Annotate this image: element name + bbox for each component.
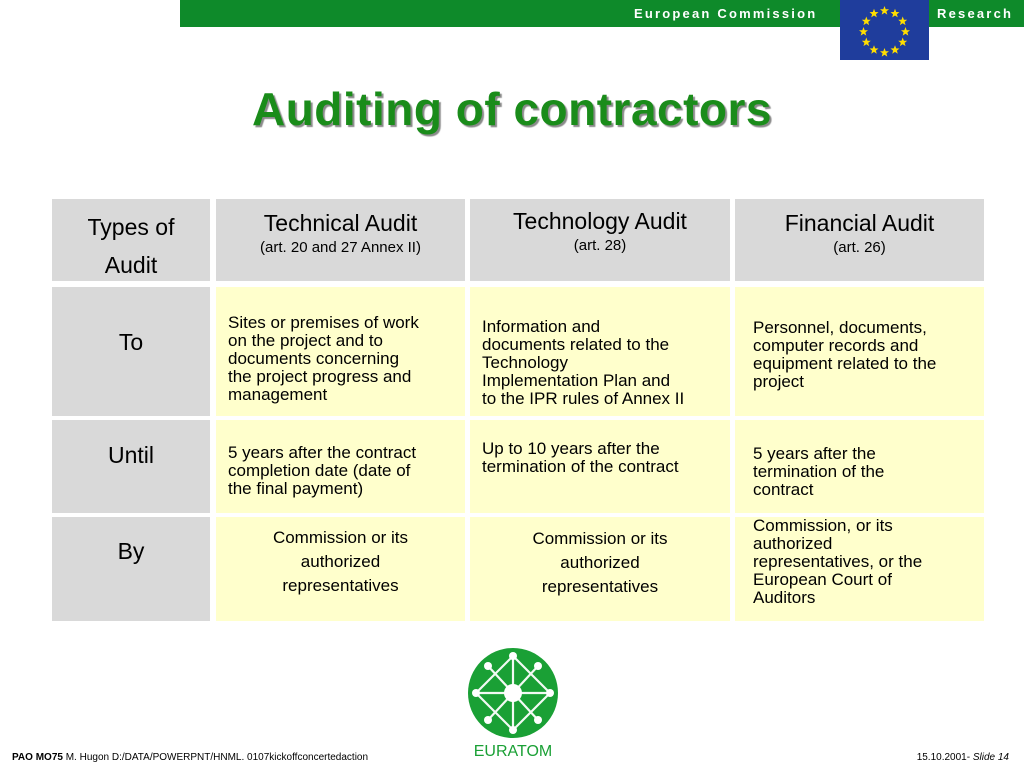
header-technology-audit [470, 199, 730, 281]
header-financial-audit [735, 199, 984, 281]
org-name: European Commission [634, 6, 818, 21]
cell-line: 5 years after the [753, 444, 876, 463]
header-label-cell [52, 199, 210, 281]
header-label-line1: Types of [87, 214, 175, 240]
cell-line: authorized [560, 553, 640, 572]
footer-slide-info [917, 752, 1009, 763]
cell-line: authorized [753, 534, 833, 553]
footer-date: 15.10.2001- [916, 752, 973, 763]
footer-reference [12, 752, 368, 763]
page-title: Auditing of contractors [251, 83, 773, 135]
footer-slide-number: Slide 14 [972, 752, 1009, 763]
cell-line: documents related to the [482, 335, 670, 354]
cell-line: Commission or its [272, 528, 409, 547]
header-label-line2: Audit [104, 252, 158, 278]
cell-line: Sites or premises of work [228, 313, 419, 332]
cell-line: the final payment) [228, 479, 364, 498]
cell-until-financial [735, 420, 984, 513]
column-reference: (art. 28) [573, 237, 627, 254]
column-reference: (art. 26) [833, 239, 886, 256]
cell-line: the project progress and [228, 367, 412, 386]
cell-by-technology [470, 517, 730, 621]
cell-line: European Court of [753, 570, 892, 589]
cell-line: Auditors [753, 588, 816, 607]
cell-line: to the IPR rules of Annex II [482, 389, 685, 408]
cell-line: computer records and [753, 336, 919, 355]
cell-line: project [753, 372, 805, 391]
cell-by-financial [735, 517, 984, 621]
cell-line: termination of the [753, 462, 885, 481]
cell-line: management [228, 385, 328, 404]
cell-to-technology [470, 287, 730, 416]
eu-stars [840, 0, 929, 60]
cell-line: contract [753, 480, 814, 499]
euratom-label: EURATOM [473, 743, 553, 760]
cell-line: 5 years after the contract [228, 443, 417, 462]
column-reference: (art. 20 and 27 Annex II) [260, 239, 421, 256]
cell-line: equipment related to the [753, 354, 937, 373]
cell-line: authorized [300, 552, 381, 571]
cell-line: Commission, or its [753, 516, 893, 535]
cell-line: Commission or its [532, 529, 668, 548]
cell-until-technical [216, 420, 465, 513]
euratom-logo-icon [466, 646, 560, 740]
cell-line: completion date (date of [228, 461, 411, 480]
cell-by-technical [216, 517, 465, 621]
cell-line: representatives, or the [753, 552, 923, 571]
row-label-by: By [52, 517, 210, 621]
column-title: Financial Audit [784, 210, 935, 236]
footer-ref-text: M. Hugon D:/DATA/POWERPNT/HNML. 0107kickoffconcertedaction [62, 752, 369, 763]
cell-line: Up to 10 years after the [482, 439, 660, 458]
cell-line: on the project and to [228, 331, 384, 350]
cell-line: Implementation Plan and [482, 371, 671, 390]
column-title: Technical Audit [263, 210, 418, 236]
cell-line: termination of the contract [482, 457, 679, 476]
cell-line: representatives [282, 576, 399, 595]
eu-flag-icon [840, 0, 929, 60]
row-label-to: To [52, 287, 210, 416]
column-title: Technology Audit [513, 208, 687, 234]
cell-line: Technology [482, 353, 569, 372]
cell-line: representatives [541, 577, 659, 596]
cell-line: Personnel, documents, [753, 318, 927, 337]
cell-line: documents concerning [228, 349, 400, 368]
footer-ref-bold: PAO MO75 [12, 752, 63, 763]
section-name: Research [937, 6, 1014, 21]
row-label-until: Until [52, 420, 210, 513]
cell-to-technical [216, 287, 465, 416]
header-technical-audit [216, 199, 465, 281]
cell-line: Information and [482, 317, 601, 336]
cell-until-technology [470, 420, 730, 513]
cell-to-financial [735, 287, 984, 416]
